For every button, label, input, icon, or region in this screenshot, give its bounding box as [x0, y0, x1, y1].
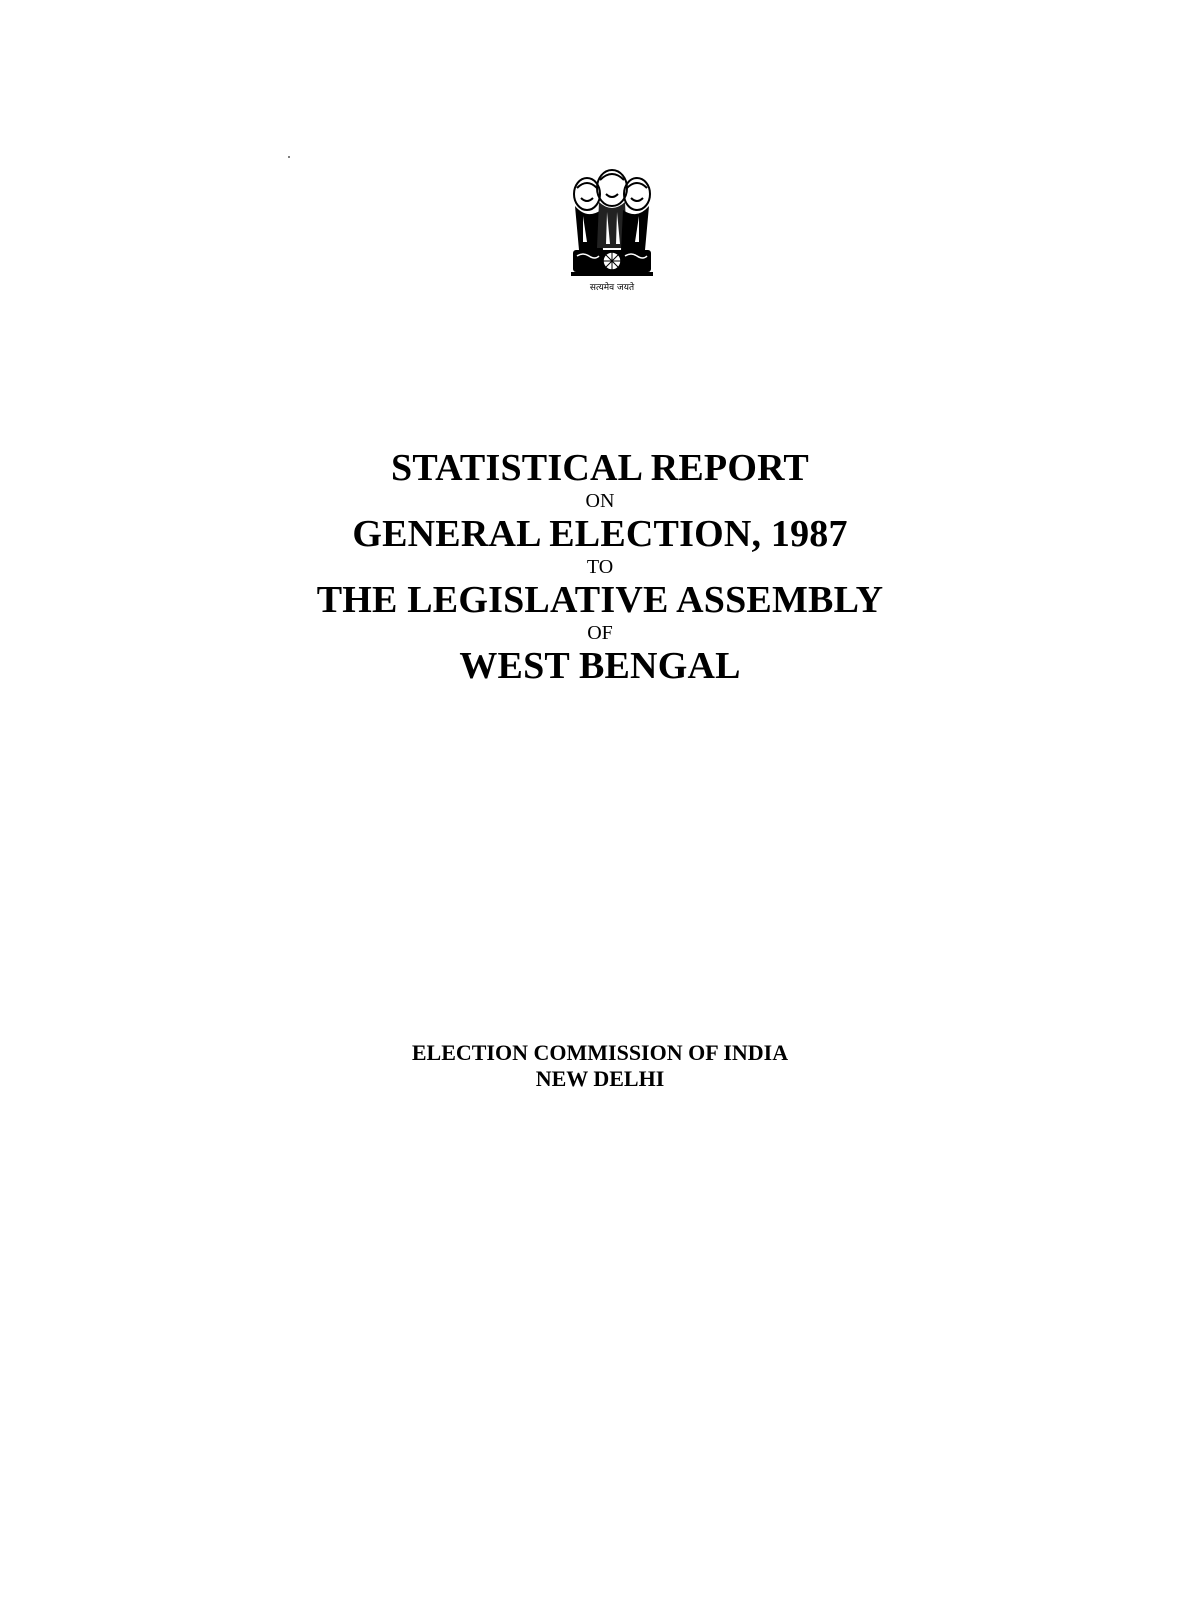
svg-text:सत्यमेव जयते: सत्यमेव जयते [589, 283, 635, 293]
publisher-block [0, 1040, 1200, 1092]
publisher-name: ELECTION COMMISSION OF INDIA [411, 1040, 789, 1065]
stray-dot [288, 156, 290, 158]
title-connector-of: OF [587, 622, 613, 644]
title-line-report: STATISTICAL REPORT [391, 447, 809, 489]
title-connector-to: TO [586, 556, 614, 578]
publisher-city: NEW DELHI [535, 1066, 665, 1091]
title-line-election: GENERAL ELECTION, 1987 [352, 513, 848, 555]
title-connector-on: ON [585, 490, 615, 512]
report-title [0, 448, 1200, 686]
state-emblem-icon [565, 166, 659, 296]
title-line-state: WEST BENGAL [459, 645, 741, 687]
title-line-assembly: THE LEGISLATIVE ASSEMBLY [316, 579, 884, 621]
